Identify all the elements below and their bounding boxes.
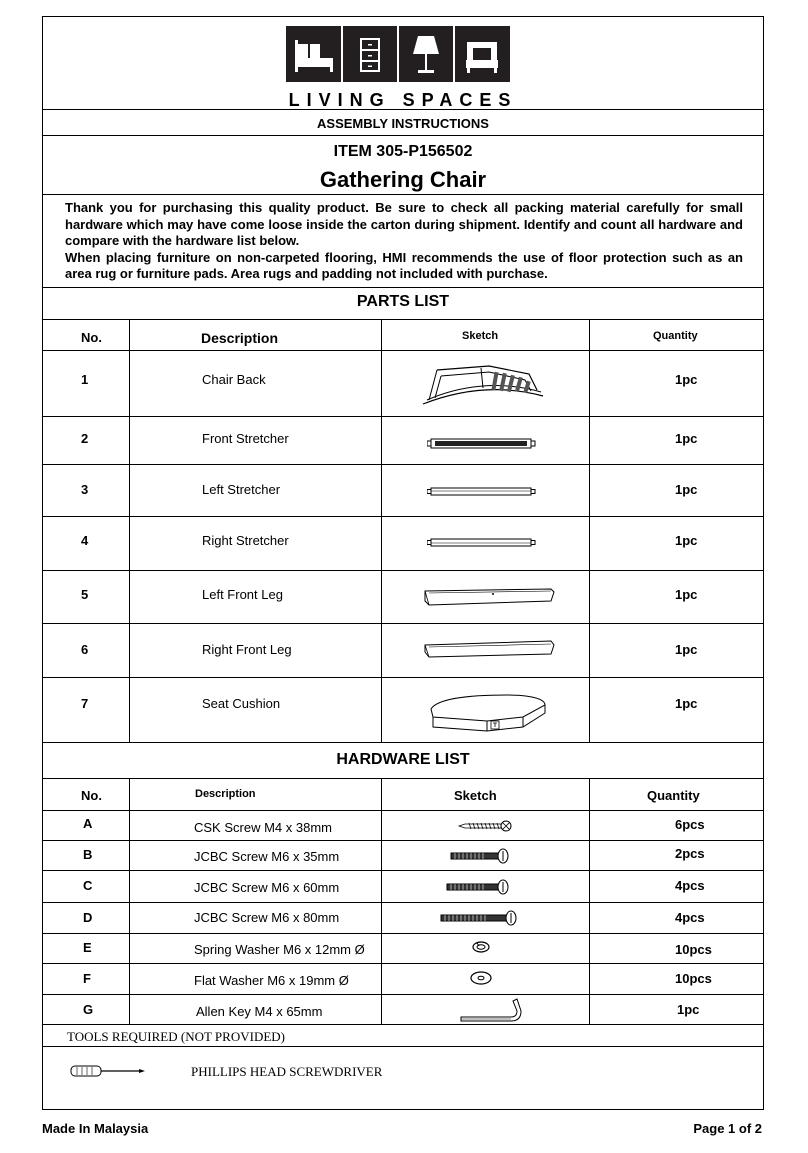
part-description: Chair Back bbox=[202, 372, 266, 387]
hardware-description: Allen Key M4 x 65mm bbox=[196, 1004, 323, 1019]
part-quantity: 1pc bbox=[675, 696, 698, 711]
right-stretcher-sketch bbox=[427, 536, 537, 550]
part-no: 6 bbox=[81, 642, 89, 657]
spring-washer-sketch bbox=[471, 939, 491, 955]
page-number: Page 1 of 2 bbox=[693, 1121, 762, 1136]
bolt-35-sketch bbox=[449, 848, 511, 864]
part-no: 7 bbox=[81, 696, 89, 711]
tool-item: PHILLIPS HEAD SCREWDRIVER bbox=[191, 1064, 383, 1079]
flat-washer-sketch bbox=[469, 970, 493, 986]
document-frame bbox=[42, 16, 764, 1110]
hardware-quantity: 4pcs bbox=[675, 910, 705, 925]
front-stretcher-sketch bbox=[427, 436, 537, 452]
parts-col-no: No. bbox=[81, 330, 102, 345]
parts-col-quantity: Quantity bbox=[653, 330, 698, 342]
hardware-quantity: 6pcs bbox=[675, 817, 705, 832]
brand-name: LIVING SPACES bbox=[288, 90, 518, 110]
hardware-col-description: Description bbox=[195, 788, 256, 800]
left-stretcher-sketch bbox=[427, 485, 537, 499]
part-no: 1 bbox=[81, 372, 89, 387]
page-title: Gathering Chair bbox=[319, 167, 487, 192]
parts-list-heading: PARTS LIST bbox=[356, 293, 450, 310]
hardware-col-no: No. bbox=[81, 788, 102, 803]
csk-screw-sketch bbox=[457, 819, 513, 833]
hardware-no: E bbox=[83, 940, 92, 955]
hardware-no: C bbox=[83, 878, 93, 893]
hardware-no: D bbox=[83, 910, 93, 925]
part-quantity: 1pc bbox=[675, 372, 698, 387]
tools-heading: TOOLS REQUIRED (NOT PROVIDED) bbox=[67, 1029, 285, 1044]
part-quantity: 1pc bbox=[675, 587, 698, 602]
hardware-quantity: 2pcs bbox=[675, 846, 705, 861]
part-description: Front Stretcher bbox=[202, 431, 289, 446]
hardware-col-quantity: Quantity bbox=[647, 788, 700, 803]
right-front-leg-sketch bbox=[421, 637, 557, 661]
part-no: 2 bbox=[81, 431, 89, 446]
part-description: Seat Cushion bbox=[202, 696, 281, 711]
part-no: 4 bbox=[81, 533, 89, 548]
part-quantity: 1pc bbox=[675, 431, 698, 446]
parts-col-sketch: Sketch bbox=[462, 330, 499, 342]
intro-text bbox=[65, 200, 743, 283]
intro-paragraph: Thank you for purchasing this quality product. Be sure to check all packing material carefully for small hardware which may have come loose inside the carton during shipment. Identify and count all hardware and compare with the hardware list below. bbox=[65, 200, 743, 248]
hardware-no: A bbox=[83, 816, 93, 831]
hardware-no: F bbox=[83, 971, 91, 986]
part-description: Right Stretcher bbox=[202, 533, 289, 548]
seat-cushion-sketch bbox=[427, 687, 549, 735]
hardware-no: B bbox=[83, 847, 93, 862]
hardware-description: JCBC Screw M6 x 80mm bbox=[194, 910, 340, 925]
hardware-col-sketch: Sketch bbox=[454, 788, 497, 803]
part-description: Left Front Leg bbox=[202, 587, 283, 602]
bolt-60-sketch bbox=[445, 879, 511, 895]
allen-key-sketch bbox=[457, 997, 527, 1023]
left-front-leg-sketch bbox=[421, 585, 557, 609]
doc-type: ASSEMBLY INSTRUCTIONS bbox=[317, 116, 489, 131]
parts-col-description: Description bbox=[201, 330, 279, 346]
hardware-description: JCBC Screw M6 x 35mm bbox=[194, 849, 340, 864]
hardware-description: Flat Washer M6 x 19mm Ø bbox=[194, 973, 349, 988]
hardware-list-heading: HARDWARE LIST bbox=[336, 751, 470, 768]
intro-paragraph: When placing furniture on non-carpeted flooring, HMI recommends the use of floor protection such as an area rug or furniture pads. Area rugs and padding not included with purchase. bbox=[65, 249, 743, 281]
hardware-description: CSK Screw M4 x 38mm bbox=[194, 820, 332, 835]
hardware-description: Spring Washer M6 x 12mm Ø bbox=[194, 942, 365, 957]
hardware-quantity: 4pcs bbox=[675, 878, 705, 893]
part-quantity: 1pc bbox=[675, 482, 698, 497]
bolt-80-sketch bbox=[439, 910, 519, 926]
hardware-quantity: 1pc bbox=[677, 1002, 700, 1017]
part-quantity: 1pc bbox=[675, 533, 698, 548]
part-quantity: 1pc bbox=[675, 642, 698, 657]
part-description: Left Stretcher bbox=[202, 482, 281, 497]
part-no: 5 bbox=[81, 587, 89, 602]
item-number: ITEM 305-P156502 bbox=[333, 143, 473, 160]
hardware-no: G bbox=[83, 1002, 94, 1017]
hardware-quantity: 10pcs bbox=[675, 971, 712, 986]
part-description: Right Front Leg bbox=[202, 642, 292, 657]
living-spaces-logo bbox=[286, 26, 510, 82]
hardware-description: JCBC Screw M6 x 60mm bbox=[194, 880, 340, 895]
part-no: 3 bbox=[81, 482, 89, 497]
hardware-quantity: 10pcs bbox=[675, 942, 712, 957]
screwdriver-icon bbox=[69, 1062, 149, 1080]
footer-origin: Made In Malaysia bbox=[42, 1121, 149, 1136]
chair-back-sketch bbox=[419, 360, 549, 408]
